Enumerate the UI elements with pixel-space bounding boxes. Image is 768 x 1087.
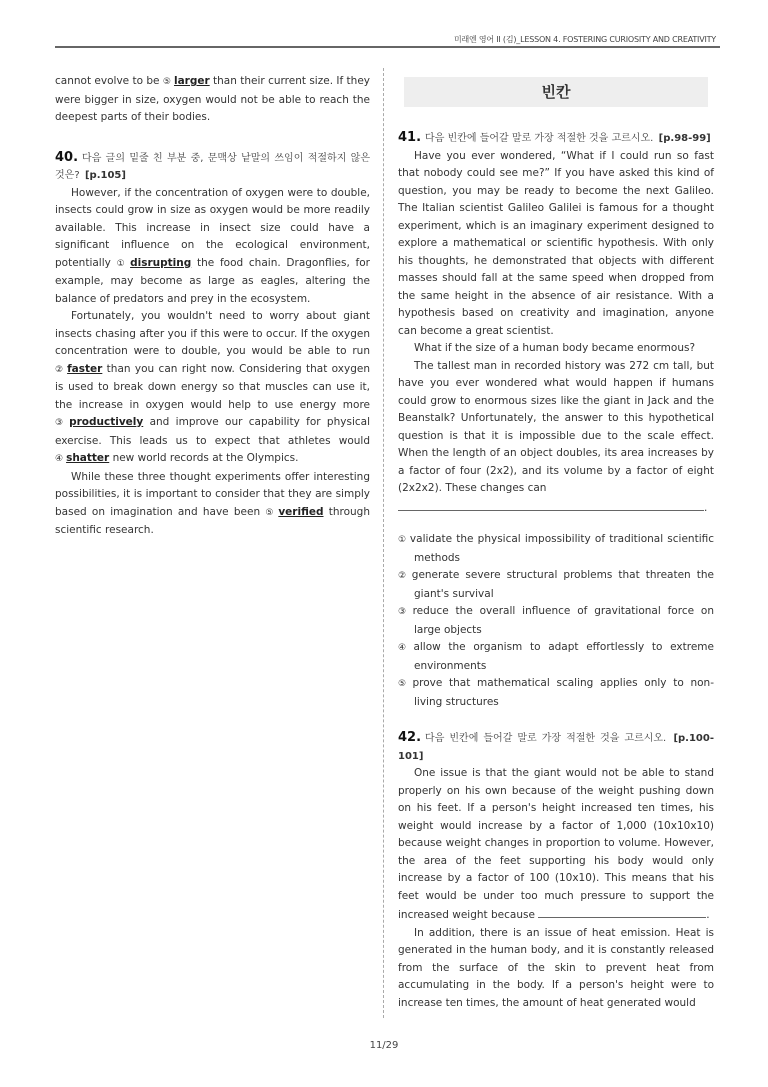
passage-paragraph: In addition, there is an issue of heat emission. Heat is generated in the human body, and it is constantly released from the surface of the skin to prevent heat from accumulating in the body. If a person's height were to increase ten times, the amount of heat generated would [398, 926, 714, 1009]
page-reference: [p.105] [84, 170, 126, 181]
choice-3-marker: ③ [55, 418, 67, 428]
underlined-word-verified: verified [278, 505, 324, 518]
passage-paragraph: What if the size of a human body became enormous? [414, 342, 696, 354]
choice-1-marker: ① [116, 258, 128, 269]
question-41-header [398, 129, 714, 148]
question-number: 40. [55, 149, 79, 165]
choice-4-marker: ④ [55, 454, 64, 464]
option-5[interactable]: ⑤ prove that mathematical scaling applies only to non-living structures [398, 677, 714, 708]
page-reference: [p.98-99] [658, 133, 711, 144]
question-42-header [398, 729, 714, 765]
question-number: 42. [398, 730, 422, 745]
passage-paragraph: The tallest man in recorded history was 272 cm tall, but have you ever wondered what would happen if humans could grow to enormous sizes like the giant in Jack and the Beanstalk? Unfortunately, the answer to this hypothetical question is that it is impossible due to the scale effect. When the length of an object doubles, its area increases by a factor of four (2x2), and its volume by a factor of eight (2x2x2). These changes can . [398, 359, 714, 514]
passage-paragraph: While these three thought experiments offer interesting possibilities, it is important to consider that they are simply based on imagination and have been ⑤ verified through scientific research. [55, 470, 370, 536]
column-divider [383, 68, 384, 1018]
underlined-word-larger: larger [173, 75, 210, 87]
choice-2-marker: ② [55, 364, 65, 375]
right-column [398, 73, 714, 1012]
answer-blank [398, 498, 704, 511]
passage-paragraph: Fortunately, you wouldn't need to worry about giant insects chasing after you if this were to occur. If the oxygen concentration were to double, you would be able to run ② faster than you can right now. Considering that oxygen is used to break down energy so that muscles can use it, the increase in oxygen would help to use energy more ③ productively and improve our capability for physical exercise. This leads us to expect that athletes would ④ shatter new world records at the Olympics. [55, 310, 370, 464]
option-1[interactable]: ① validate the physical impossibility of traditional scientific methods [398, 533, 714, 564]
choice-5-marker: ⑤ [162, 77, 171, 87]
underlined-word-shatter: shatter [66, 452, 110, 464]
page-reference: [p.100-101] [398, 733, 714, 762]
question-number: 41. [398, 130, 422, 145]
option-4[interactable]: ④ allow the organism to adapt effortlessly to extreme environments [398, 641, 714, 672]
continued-paragraph: cannot evolve to be ⑤ larger than their current size. If they were bigger in size, oxygen would not be able to reach the deepest parts of their bodies. [55, 75, 370, 123]
question-prompt: 다음 빈칸에 들어갈 말로 가장 적절한 것을 고르시오. [425, 133, 654, 144]
underlined-word-disrupting: disrupting [130, 256, 192, 269]
answer-blank [538, 905, 706, 918]
question-prompt: 다음 글의 밑줄 친 부분 중, 문맥상 낱말의 쓰임이 적절하지 않은 것은? [55, 152, 370, 181]
header-rule [55, 46, 720, 48]
passage-paragraph: One issue is that the giant would not be able to stand properly on his own because of the weight pushing down on his feet. If a person's height increased ten times, his weight would increase by a factor of 1,000 (10x10x10) because weight changes in proportion to volume. However, the area of the feet supporting his body would only increase by a factor of 100 (10x10). This means that his feet would be under too much pressure to support the increased weight because . [398, 767, 714, 921]
question-40-header [55, 149, 370, 185]
answer-options [398, 531, 714, 711]
left-column [55, 73, 370, 540]
question-prompt: 다음 빈칸에 들어갈 말로 가장 적절한 것을 고르시오. [425, 733, 667, 744]
underlined-word-faster: faster [67, 362, 103, 375]
underlined-word-productively: productively [69, 416, 144, 428]
choice-5-marker: ⑤ [265, 507, 276, 518]
page-header: 미래엔 영어 II (김)_LESSON 4. FOSTERING CURIOSITY AND CREATIVITY [453, 35, 716, 44]
passage-paragraph: Have you ever wondered, “What if I could run so fast that nobody could see me?” If you have asked this kind of question, you may be ready to become the next Galileo. The Italian scientist Galileo Galilei is famous for a thought experiment, which is an imaginary experiment designed to explore a mathematical or scientific hypothesis. With only his thoughts, he demonstrated that objects with different masses should fall at the same speed when dropped from the same height in the absence of air resistance. With a hypothesis based on creativity and imagination, anyone can become a great scientist. [398, 149, 714, 337]
passage-paragraph: However, if the concentration of oxygen were to double, insects could grow in size as oxygen would be more readily available. This increase in insect size could have a significant influence on the ecological environment, potentially ① disrupting the food chain. Dragonflies, for example, may become as large as eagles, altering the balance of predators and prey in the ecosystem. [55, 186, 370, 305]
page-number: 11/29 [369, 1040, 399, 1051]
option-2[interactable]: ② generate severe structural problems that threaten the giant's survival [398, 569, 714, 600]
option-3[interactable]: ③ reduce the overall influence of gravitational force on large objects [398, 605, 714, 636]
section-title: 빈칸 [404, 77, 708, 107]
